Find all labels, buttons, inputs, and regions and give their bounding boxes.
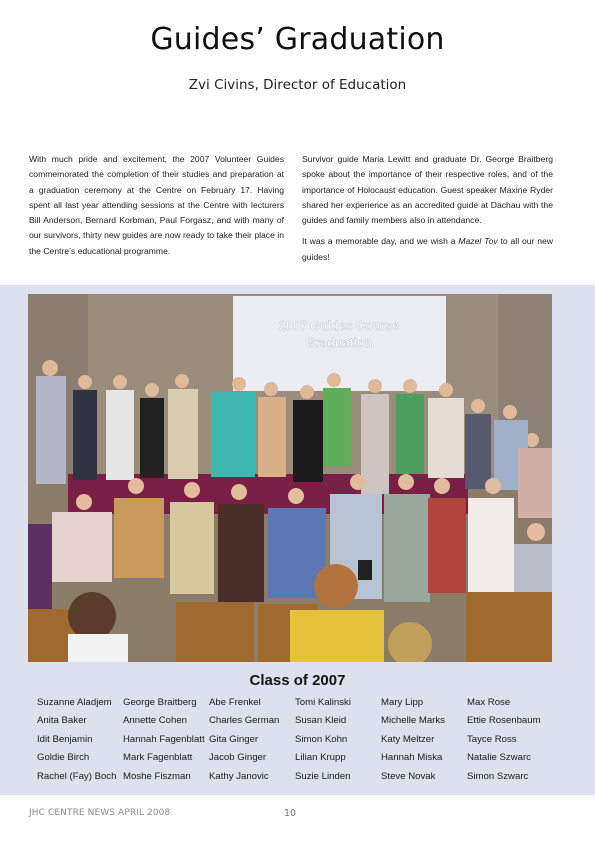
- article-paragraph: With much pride and excitement, the 2007 Volunteer Guides commemorated the completion of their studies and preparation at a graduation ceremony at the Centre on February 17. Having spent all last year attending sessions at the Centre with lecturers Bill Anderson, Bernard Korbman, Paul Forgasz, and with many of our survivors, thirty new guides are now ready to take their place in the Centre’s educational programme.: [29, 154, 284, 256]
- name-column: [295, 694, 381, 786]
- graduate-name: Abe Frenkel: [209, 697, 261, 708]
- article-closing-paragraph: [302, 234, 553, 265]
- graduate-name-list: [37, 694, 557, 786]
- graduate-name: Simon Kohn: [295, 733, 348, 745]
- screen-caption-line2: Graduation: [305, 336, 373, 350]
- graduate-name: Lilian Krupp: [295, 752, 346, 764]
- graduate-name: Susan Kleid: [295, 715, 347, 727]
- name-column: [123, 694, 209, 786]
- graduate-name: Katy Meltzer: [381, 733, 435, 745]
- graduate-name: Moshe Fiszman: [123, 770, 191, 782]
- graduate-name: Goldie Birch: [37, 752, 90, 764]
- graduate-name: Mark Fagenblatt: [123, 752, 193, 764]
- group-photo: [28, 294, 552, 662]
- graduate-name: George Braitberg: [123, 697, 197, 708]
- graduate-name: Ettie Rosenbaum: [467, 715, 541, 727]
- graduate-name: Natalie Szwarc: [467, 752, 531, 764]
- closing-emphasis: Mazel Tov: [458, 236, 498, 247]
- screen-caption-line1: 2007 Guides Course: [278, 319, 400, 333]
- name-column: [381, 694, 467, 786]
- graduate-name: Rachel (Fay) Boch: [37, 770, 117, 782]
- graduate-name: Tayce Ross: [467, 733, 517, 745]
- graduate-name: Steve Novak: [381, 770, 436, 782]
- article-byline: Zvi Civins, Director of Education: [188, 77, 407, 93]
- name-column: [209, 694, 295, 786]
- graduate-name: Annette Cohen: [123, 715, 188, 727]
- graduate-name: Jacob Ginger: [209, 752, 267, 764]
- graduate-name: Mary Lipp: [381, 697, 424, 708]
- article-column-left: [29, 152, 284, 265]
- article-paragraph: Survivor guide Maria Lewitt and graduate Dr. George Braitberg spoke about the importance of their respective roles, and of the importance of Holocaust education. Guest speaker Maxine Ryder shared her experience as an accredited guide at Dachau with the guides and family members also in attendance.: [302, 154, 553, 226]
- graduate-name: Michelle Marks: [381, 715, 445, 727]
- closing-text-end: to all our new guides!: [302, 236, 553, 262]
- footer-publication: JHC CENTRE NEWS APRIL 2008: [29, 808, 171, 818]
- name-column: [37, 694, 123, 786]
- graduate-name: Hannah Miska: [381, 752, 443, 764]
- graduate-name: Gita Ginger: [209, 733, 259, 745]
- footer-page-number: 10: [284, 808, 297, 819]
- article-column-right: [302, 152, 553, 271]
- graduate-name: Suzanne Aladjem: [37, 697, 112, 708]
- graduate-name: Kathy Janovic: [209, 770, 269, 782]
- article-title: Guides’ Graduation: [150, 22, 445, 57]
- graduate-name: Tomi Kalinski: [295, 697, 351, 708]
- class-list-heading: Class of 2007: [249, 672, 346, 689]
- graduate-name: Idit Benjamin: [37, 733, 93, 745]
- graduate-name: Hannah Fagenblatt: [123, 733, 205, 745]
- graduate-name: Suzie Linden: [295, 770, 351, 782]
- name-column: [467, 694, 553, 786]
- graduate-name: Anita Baker: [37, 715, 87, 727]
- graduate-name: Max Rose: [467, 697, 511, 708]
- graduate-name: Charles German: [209, 715, 280, 727]
- closing-text-start: It was a memorable day, and we wish a: [302, 236, 459, 247]
- graduate-name: Simon Szwarc: [467, 770, 529, 782]
